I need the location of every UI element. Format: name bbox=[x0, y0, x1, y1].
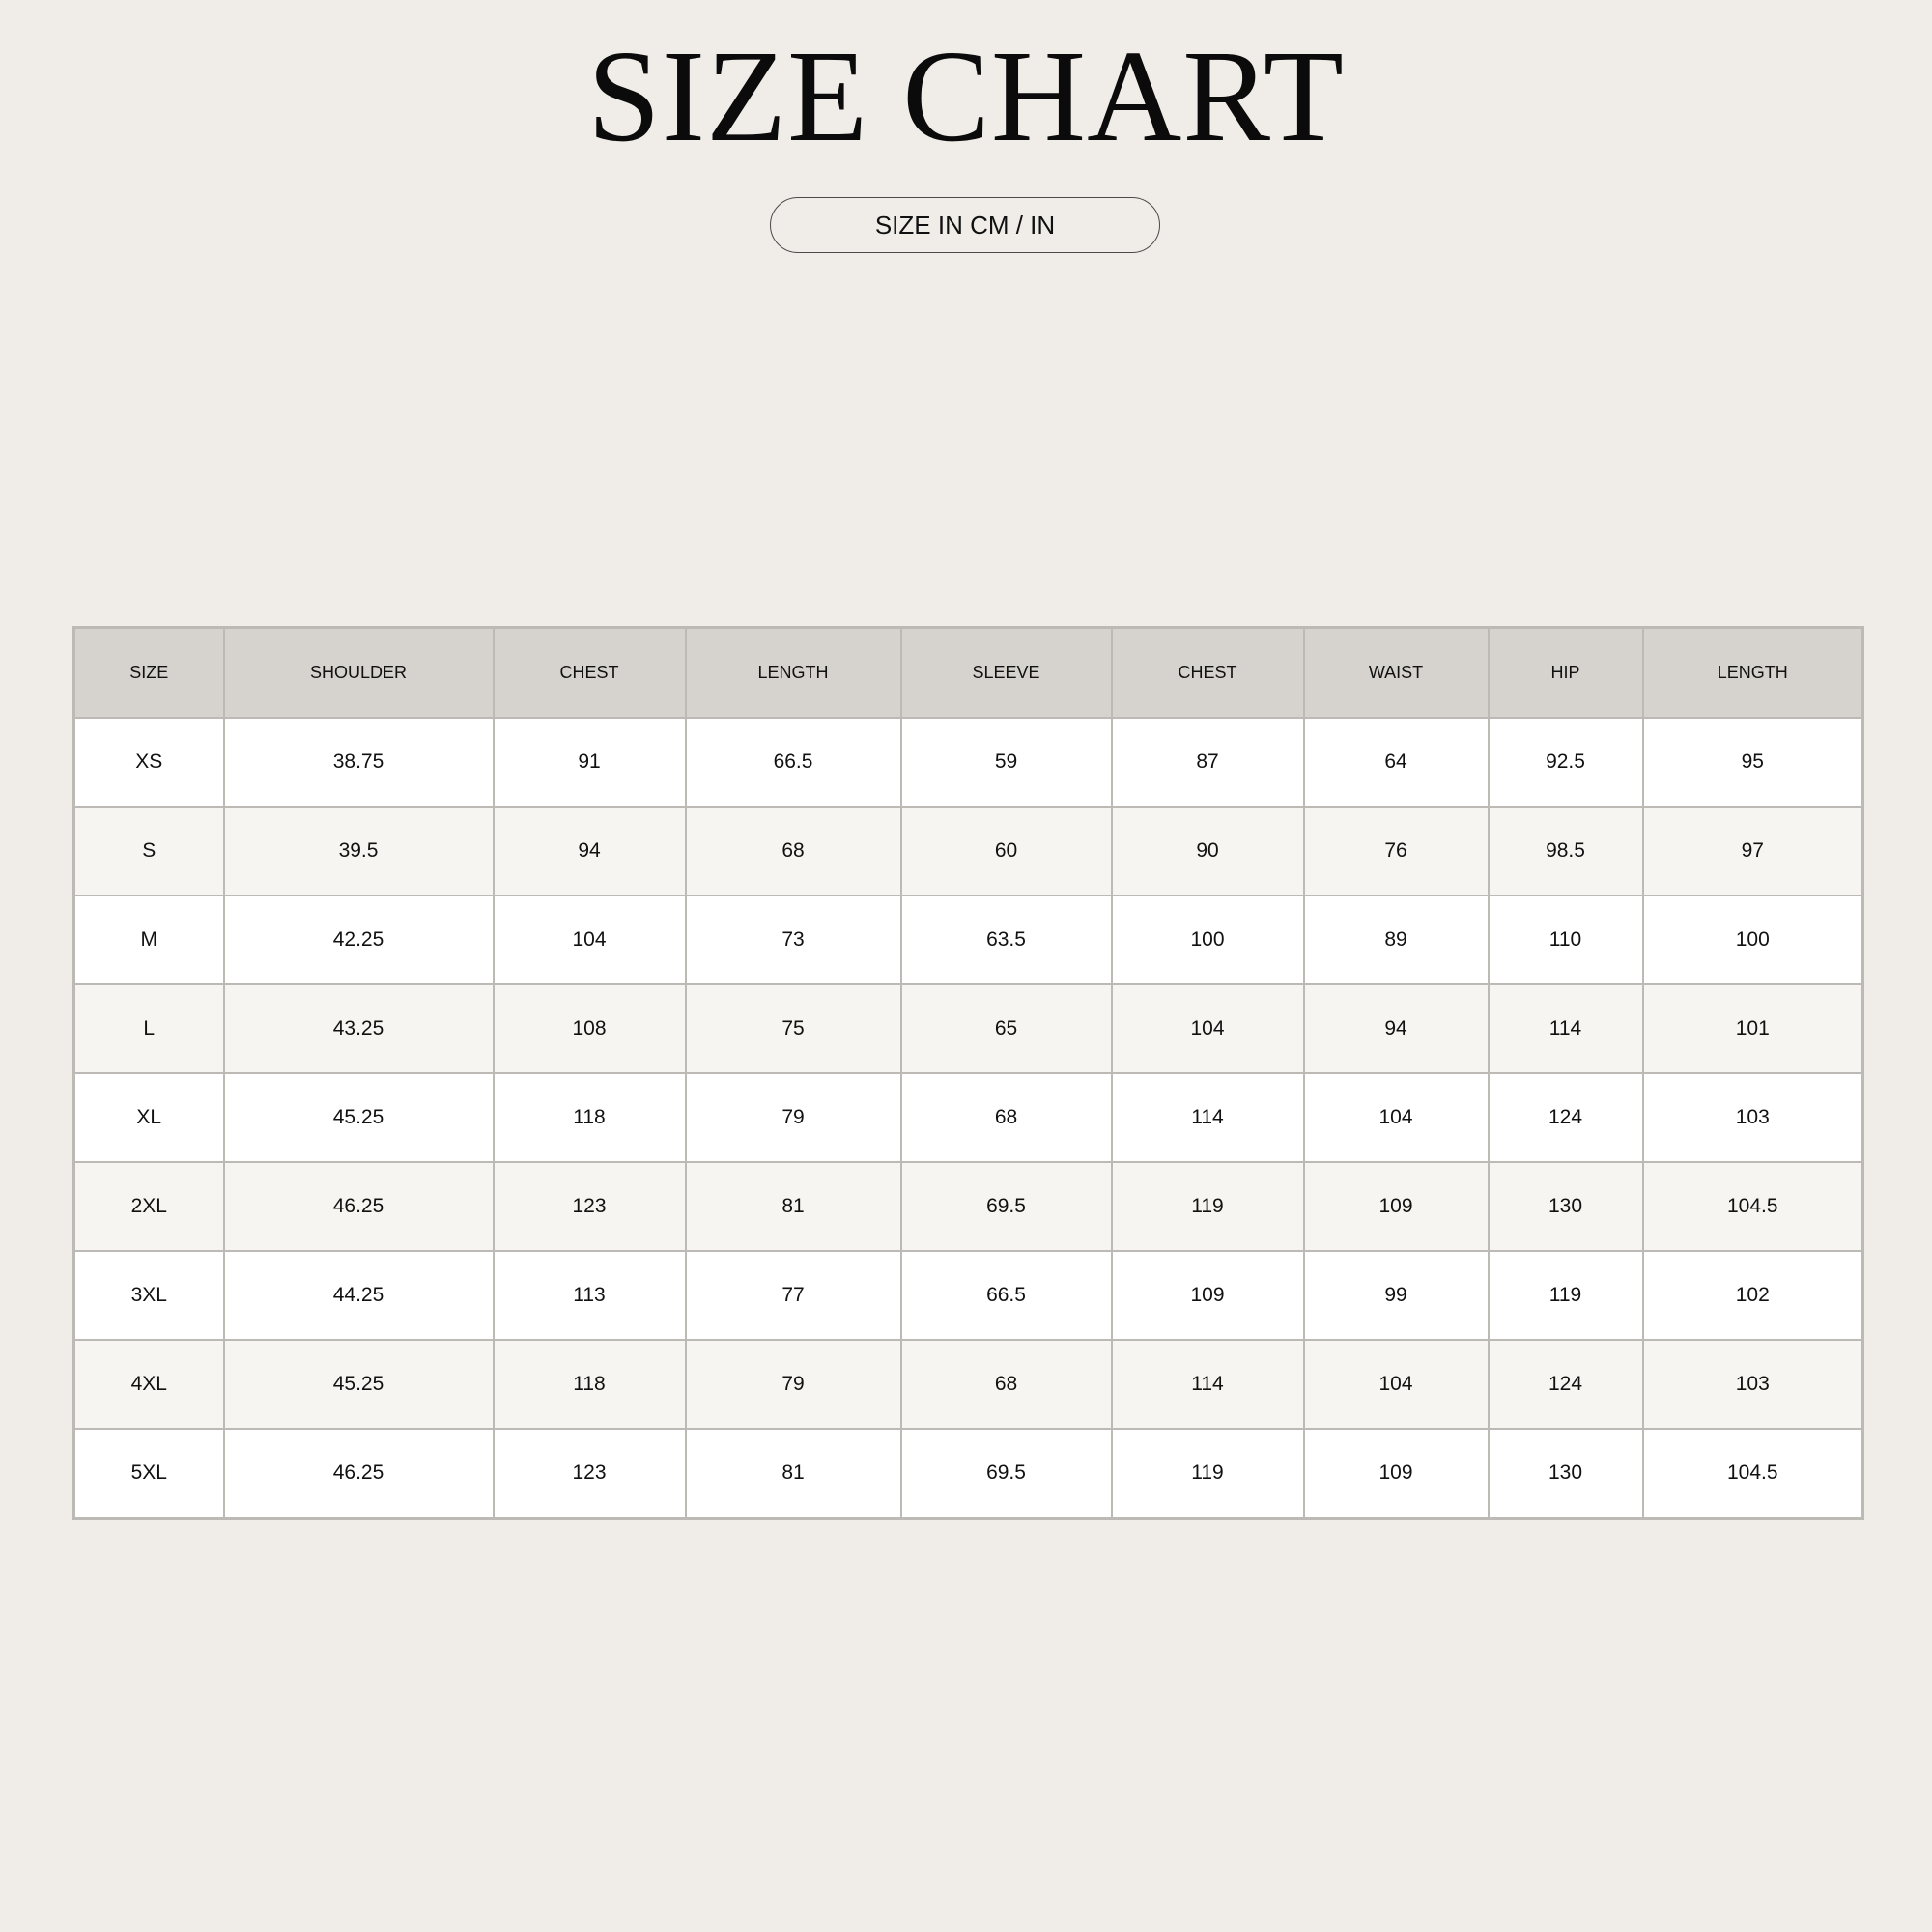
measurement-cell: 76 bbox=[1304, 807, 1489, 895]
size-label-cell: XS bbox=[74, 718, 224, 807]
measurement-cell: 46.25 bbox=[224, 1429, 494, 1519]
measurement-cell: 45.25 bbox=[224, 1073, 494, 1162]
measurement-cell: 59 bbox=[901, 718, 1112, 807]
measurement-cell: 119 bbox=[1112, 1162, 1304, 1251]
measurement-cell: 119 bbox=[1112, 1429, 1304, 1519]
measurement-cell: 104.5 bbox=[1643, 1429, 1863, 1519]
measurement-cell: 130 bbox=[1489, 1429, 1643, 1519]
measurement-cell: 102 bbox=[1643, 1251, 1863, 1340]
table-row bbox=[74, 1340, 1863, 1429]
measurement-cell: 123 bbox=[494, 1429, 686, 1519]
measurement-cell: 100 bbox=[1112, 895, 1304, 984]
table-row bbox=[74, 1429, 1863, 1519]
measurement-cell: 104 bbox=[1304, 1073, 1489, 1162]
measurement-cell: 114 bbox=[1112, 1340, 1304, 1429]
measurement-cell: 90 bbox=[1112, 807, 1304, 895]
measurement-cell: 109 bbox=[1112, 1251, 1304, 1340]
measurement-cell: 66.5 bbox=[686, 718, 901, 807]
measurement-cell: 63.5 bbox=[901, 895, 1112, 984]
size-table bbox=[72, 626, 1864, 1520]
size-label-cell: 2XL bbox=[74, 1162, 224, 1251]
table-row bbox=[74, 1162, 1863, 1251]
measurement-cell: 66.5 bbox=[901, 1251, 1112, 1340]
column-header-waist: WAIST bbox=[1304, 628, 1489, 719]
measurement-cell: 130 bbox=[1489, 1162, 1643, 1251]
measurement-cell: 73 bbox=[686, 895, 901, 984]
measurement-cell: 101 bbox=[1643, 984, 1863, 1073]
measurement-cell: 109 bbox=[1304, 1429, 1489, 1519]
measurement-cell: 91 bbox=[494, 718, 686, 807]
measurement-cell: 113 bbox=[494, 1251, 686, 1340]
measurement-cell: 104 bbox=[1112, 984, 1304, 1073]
table-body bbox=[74, 718, 1863, 1519]
measurement-cell: 124 bbox=[1489, 1073, 1643, 1162]
measurement-cell: 108 bbox=[494, 984, 686, 1073]
measurement-cell: 119 bbox=[1489, 1251, 1643, 1340]
measurement-cell: 109 bbox=[1304, 1162, 1489, 1251]
measurement-cell: 118 bbox=[494, 1340, 686, 1429]
measurement-cell: 104 bbox=[494, 895, 686, 984]
measurement-cell: 94 bbox=[494, 807, 686, 895]
column-header-chest: CHEST bbox=[494, 628, 686, 719]
measurement-cell: 114 bbox=[1112, 1073, 1304, 1162]
size-label-cell: 4XL bbox=[74, 1340, 224, 1429]
measurement-cell: 68 bbox=[901, 1073, 1112, 1162]
measurement-cell: 79 bbox=[686, 1073, 901, 1162]
measurement-cell: 75 bbox=[686, 984, 901, 1073]
unit-badge: SIZE IN CM / IN bbox=[770, 197, 1160, 253]
column-header-size: SIZE bbox=[74, 628, 224, 719]
measurement-cell: 99 bbox=[1304, 1251, 1489, 1340]
measurement-cell: 38.75 bbox=[224, 718, 494, 807]
size-label-cell: M bbox=[74, 895, 224, 984]
measurement-cell: 69.5 bbox=[901, 1429, 1112, 1519]
measurement-cell: 92.5 bbox=[1489, 718, 1643, 807]
table-row bbox=[74, 807, 1863, 895]
table-row bbox=[74, 1251, 1863, 1340]
measurement-cell: 114 bbox=[1489, 984, 1643, 1073]
measurement-cell: 39.5 bbox=[224, 807, 494, 895]
measurement-cell: 43.25 bbox=[224, 984, 494, 1073]
measurement-cell: 98.5 bbox=[1489, 807, 1643, 895]
column-header-chest-2: CHEST bbox=[1112, 628, 1304, 719]
size-label-cell: XL bbox=[74, 1073, 224, 1162]
table-header-row bbox=[74, 628, 1863, 719]
column-header-hip: HIP bbox=[1489, 628, 1643, 719]
measurement-cell: 60 bbox=[901, 807, 1112, 895]
measurement-cell: 81 bbox=[686, 1429, 901, 1519]
column-header-length-2: LENGTH bbox=[1643, 628, 1863, 719]
measurement-cell: 69.5 bbox=[901, 1162, 1112, 1251]
column-header-shoulder: SHOULDER bbox=[224, 628, 494, 719]
measurement-cell: 68 bbox=[686, 807, 901, 895]
measurement-cell: 100 bbox=[1643, 895, 1863, 984]
measurement-cell: 95 bbox=[1643, 718, 1863, 807]
measurement-cell: 103 bbox=[1643, 1340, 1863, 1429]
measurement-cell: 123 bbox=[494, 1162, 686, 1251]
measurement-cell: 104 bbox=[1304, 1340, 1489, 1429]
measurement-cell: 46.25 bbox=[224, 1162, 494, 1251]
measurement-cell: 68 bbox=[901, 1340, 1112, 1429]
measurement-cell: 89 bbox=[1304, 895, 1489, 984]
table-row bbox=[74, 718, 1863, 807]
table-row bbox=[74, 984, 1863, 1073]
measurement-cell: 110 bbox=[1489, 895, 1643, 984]
measurement-cell: 77 bbox=[686, 1251, 901, 1340]
measurement-cell: 64 bbox=[1304, 718, 1489, 807]
measurement-cell: 94 bbox=[1304, 984, 1489, 1073]
table-row bbox=[74, 1073, 1863, 1162]
measurement-cell: 103 bbox=[1643, 1073, 1863, 1162]
measurement-cell: 118 bbox=[494, 1073, 686, 1162]
table-row bbox=[74, 895, 1863, 984]
measurement-cell: 97 bbox=[1643, 807, 1863, 895]
measurement-cell: 65 bbox=[901, 984, 1112, 1073]
size-label-cell: 3XL bbox=[74, 1251, 224, 1340]
page-title: SIZE CHART bbox=[587, 24, 1345, 169]
measurement-cell: 42.25 bbox=[224, 895, 494, 984]
size-label-cell: S bbox=[74, 807, 224, 895]
measurement-cell: 45.25 bbox=[224, 1340, 494, 1429]
measurement-cell: 79 bbox=[686, 1340, 901, 1429]
measurement-cell: 81 bbox=[686, 1162, 901, 1251]
size-label-cell: L bbox=[74, 984, 224, 1073]
measurement-cell: 87 bbox=[1112, 718, 1304, 807]
column-header-length: LENGTH bbox=[686, 628, 901, 719]
measurement-cell: 44.25 bbox=[224, 1251, 494, 1340]
size-label-cell: 5XL bbox=[74, 1429, 224, 1519]
measurement-cell: 124 bbox=[1489, 1340, 1643, 1429]
measurement-cell: 104.5 bbox=[1643, 1162, 1863, 1251]
column-header-sleeve: SLEEVE bbox=[901, 628, 1112, 719]
